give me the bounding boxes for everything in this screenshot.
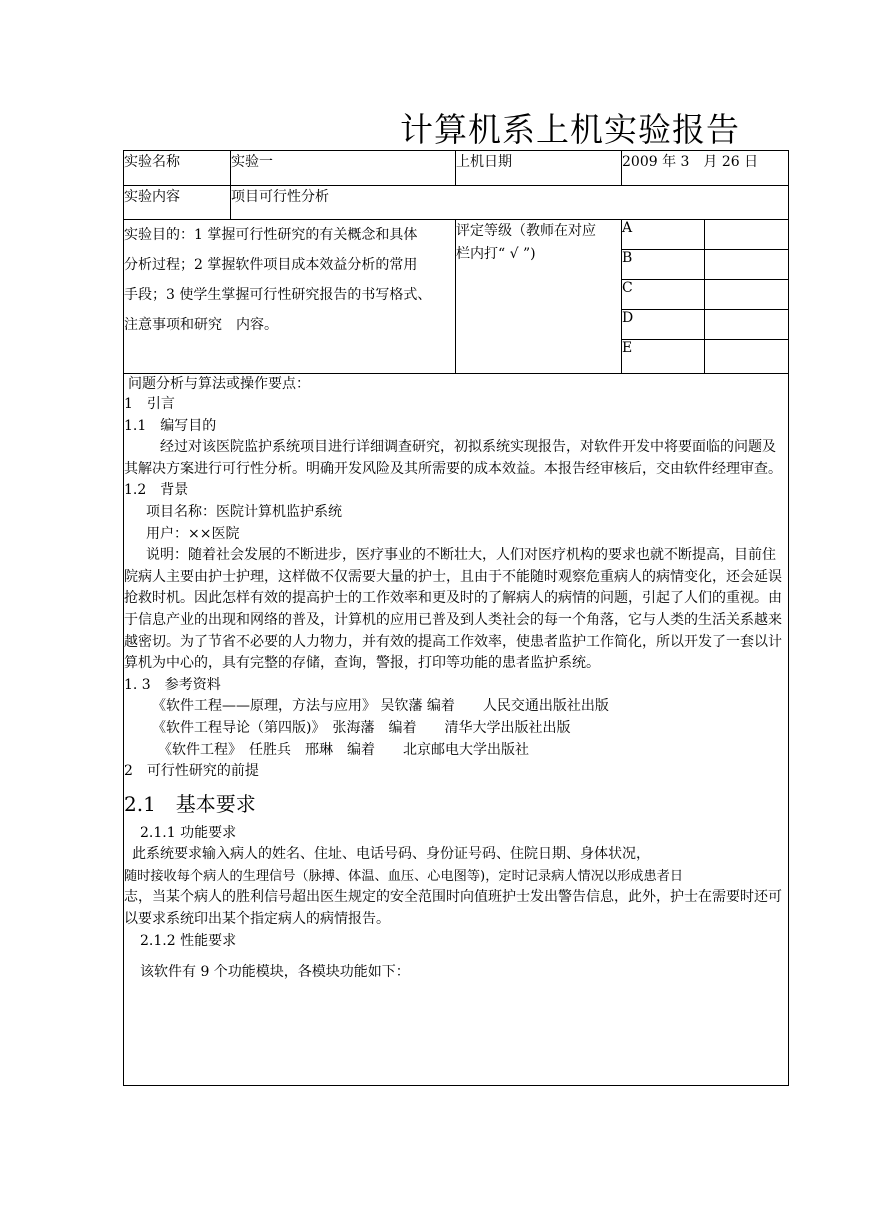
grade-box-b[interactable] <box>705 250 789 280</box>
name-label: 实验名称 <box>124 151 231 186</box>
purpose-line: 分析过程；2 掌握软件项目成本效益分析的常用 <box>124 257 418 273</box>
grade-label-line: 栏内打“ √ ”) <box>456 246 536 262</box>
project-user: 用户：××医院 <box>146 525 240 542</box>
purpose-line: 手段；3 使学生掌握可行性研究报告的书写格式、 <box>124 287 432 303</box>
date-value: 2009 年 3 月 26 日 <box>622 151 789 186</box>
section-1-heading: 1 引言 <box>124 396 175 412</box>
row-purpose-grade <box>124 220 789 250</box>
section-2-1-1-line2: 随时接收每个病人的生理信号（脉搏、体温、血压、心电图等)，定时记录病人情况以形成患者日 <box>124 868 684 884</box>
content-label: 实验内容 <box>124 186 231 220</box>
report-table <box>123 150 789 1086</box>
date-label: 上机日期 <box>456 151 622 186</box>
row-analysis <box>124 374 789 1086</box>
analysis-heading: 问题分析与算法或操作要点： <box>128 376 310 392</box>
section-2-1-2-paragraph: 该软件有 9 个功能模块，各模块功能如下： <box>140 964 410 981</box>
reference-item: 《软件工程——原理，方法与应用》 吴钦藩 编着 人民交通出版社出版 <box>152 698 609 715</box>
report-title: 计算机系上机实验报告 <box>400 110 740 149</box>
section-2-heading: 2 可行性研究的前提 <box>124 763 259 780</box>
section-1-2-heading: 1.2 背景 <box>124 482 189 499</box>
grade-box-c[interactable] <box>705 280 789 310</box>
reference-item: 《软件工程导论（第四版)》 张海藩 编着 清华大学出版社出版 <box>152 719 571 736</box>
reference-item: 《软件工程》 任胜兵 邢琳 编着 北京邮电大学出版社 <box>158 741 529 758</box>
grade-letter-a: A <box>622 220 705 250</box>
grade-letter-c: C <box>622 280 705 310</box>
content-value: 项目可行性分析 <box>231 186 789 220</box>
section-1-1-paragraph: 经过对该医院监护系统项目进行详细调查研究，初拟系统实现报告，对软件开发中将要面临的问题及其解决方案进行可行性分析。明确开发风险及其所需要的成本效益。本报告经审核后，交由软件经理审查。 <box>124 439 782 477</box>
section-1-3-heading: 1. 3 参考资料 <box>124 676 221 693</box>
grade-box-e[interactable] <box>705 340 789 374</box>
section-2-1-2-heading: 2.1.2 性能要求 <box>140 932 237 949</box>
section-2-1-1-line1: 此系统要求输入病人的姓名、住址、电话号码、身份证号码、住院日期、身体状况， <box>132 846 650 863</box>
grade-letter-b: B <box>622 250 705 280</box>
grade-box-a[interactable] <box>705 220 789 250</box>
grade-label-line: 评定等级（教师在对应 <box>456 223 596 239</box>
section-2-1-1-line3: 志，当某个病人的胜利信号超出医生规定的安全范围时向值班护士发出警告信息，此外，护士在需要时还可以要求系统印出某个指定病人的病情报告。 <box>124 889 782 928</box>
purpose-cell <box>124 220 456 374</box>
purpose-line: 注意事项和研究 内容。 <box>124 317 278 333</box>
grade-letter-e: E <box>622 340 705 374</box>
section-1-1-heading: 1.1 编写目的 <box>124 417 217 434</box>
row-experiment-name <box>124 151 789 186</box>
analysis-cell <box>124 374 789 1086</box>
grade-letter-d: D <box>622 310 705 340</box>
section-2-1-1-heading: 2.1.1 功能要求 <box>140 824 237 841</box>
purpose-line: 实验目的：1 掌握可行性研究的有关概念和具体 <box>124 227 418 243</box>
section-2-1-heading: 2.1 基本要求 <box>124 791 256 816</box>
section-1-2-paragraph: 说明：随着社会发展的不断进步，医疗事业的不断壮大，人们对医疗机构的要求也就不断提高，目前住院病人主要由护士护理，这样做不仅需要大量的护士，且由于不能随时观察危重病人的病情变化，还会延误抢救时机。因此怎样有效的提高护士的工作效率和更及时的了解病人的病情的问题，引起了人们的重视。由于信息产业的出现和网络的普及，计算机的应用已普及到人类社会的每一个角落，它与人类的生活关系越来越密切。为了节省不必要的人力物力，并有效的提高工作效率，使患者监护工作简化，所以开发了一套以计算机为中心的，具有完整的存储，查询，警报，打印等功能的患者监护系统。 <box>124 547 782 672</box>
row-experiment-content <box>124 186 789 220</box>
project-name: 项目名称：医院计算机监护系统 <box>146 503 342 520</box>
grade-box-d[interactable] <box>705 310 789 340</box>
grade-label-cell <box>456 220 622 374</box>
name-value: 实验一 <box>231 151 456 186</box>
